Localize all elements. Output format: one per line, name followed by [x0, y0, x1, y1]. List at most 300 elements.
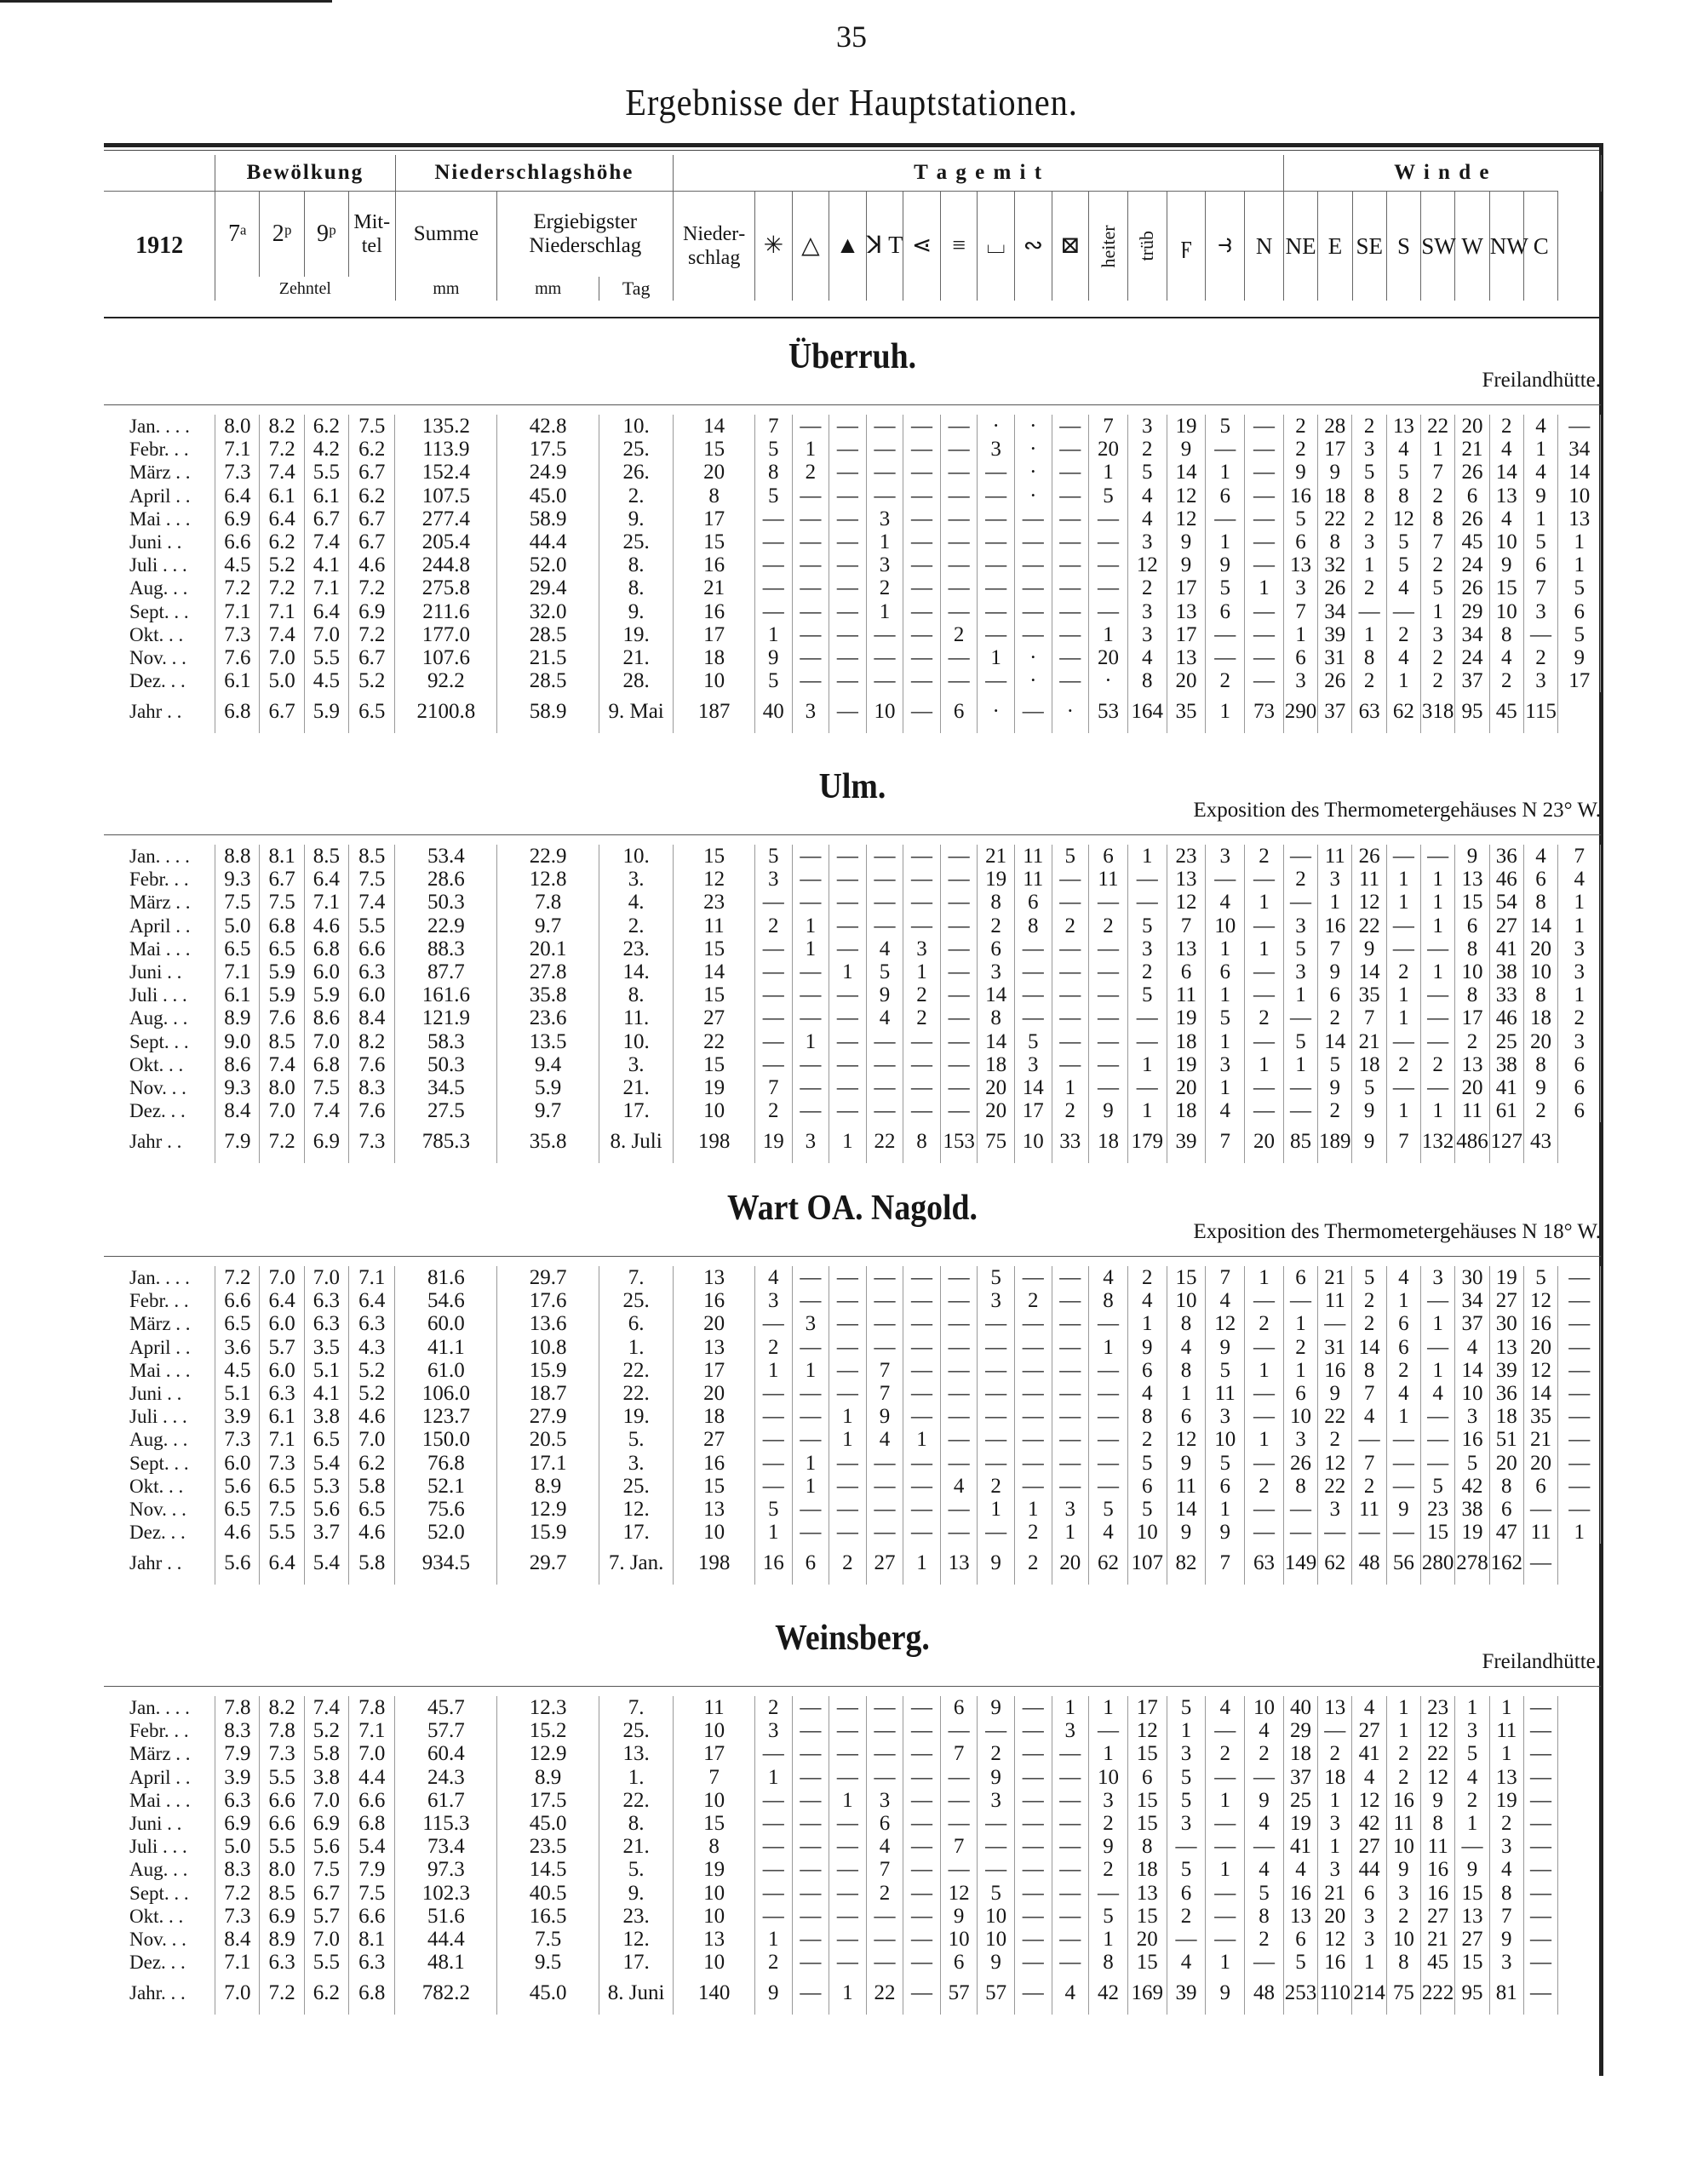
- data-cell: 5.0: [215, 1835, 260, 1858]
- data-cell: 8: [1089, 1289, 1128, 1312]
- data-cell: —: [1014, 1336, 1052, 1359]
- total-cell: 3: [792, 692, 829, 733]
- data-cell: —: [755, 1006, 793, 1029]
- data-cell: 11: [1318, 1289, 1352, 1312]
- data-cell: —: [1206, 1905, 1245, 1928]
- data-cell: —: [829, 669, 867, 692]
- data-cell: 26: [1455, 576, 1489, 599]
- data-cell: 76.8: [395, 1452, 497, 1475]
- data-cell: 92.2: [395, 669, 497, 692]
- data-cell: 3: [1352, 1928, 1386, 1951]
- data-cell: 4.6: [349, 1405, 395, 1428]
- data-cell: 17: [1127, 1696, 1167, 1719]
- data-cell: 2: [1421, 669, 1455, 692]
- total-cell: 16: [755, 1544, 793, 1585]
- data-cell: 17.: [599, 1521, 674, 1544]
- data-cell: 1: [1421, 600, 1455, 623]
- data-cell: 1: [792, 1030, 829, 1053]
- header-zehntel: Zehntel: [215, 277, 395, 301]
- data-cell: 244.8: [395, 553, 497, 576]
- data-cell: 37: [1455, 669, 1489, 692]
- total-cell: 85: [1283, 1122, 1317, 1163]
- data-cell: —: [903, 1266, 941, 1289]
- data-cell: —: [1386, 1475, 1420, 1498]
- data-cell: 38: [1489, 960, 1523, 983]
- data-cell: 45.0: [497, 484, 599, 507]
- table-row: [104, 1099, 1601, 1122]
- data-cell: 29.7: [497, 1266, 599, 1289]
- table-row: [104, 1766, 1601, 1789]
- data-cell: —: [1052, 1766, 1089, 1789]
- data-cell: 8.2: [260, 415, 304, 438]
- data-cell: —: [1052, 1742, 1089, 1765]
- table-row: [104, 1742, 1601, 1765]
- data-cell: 15: [1455, 891, 1489, 914]
- month-label: Okt. . .: [104, 1905, 215, 1928]
- data-cell: —: [792, 845, 829, 868]
- data-cell: 8: [1167, 1359, 1206, 1382]
- month-label: Aug. . .: [104, 1006, 215, 1029]
- data-cell: 5.: [599, 1428, 674, 1451]
- data-cell: —: [1206, 623, 1245, 646]
- total-cell: —: [1523, 1544, 1557, 1585]
- data-cell: 5.5: [260, 1835, 304, 1858]
- data-cell: —: [755, 937, 793, 960]
- total-cell: 63: [1352, 692, 1386, 733]
- data-cell: 10: [1455, 1382, 1489, 1405]
- data-cell: 7: [1206, 1266, 1245, 1289]
- table-row: [104, 1498, 1601, 1521]
- data-cell: 1: [1245, 1428, 1284, 1451]
- data-cell: 5.2: [304, 1719, 348, 1742]
- total-cell: 3: [792, 1122, 829, 1163]
- data-cell: —: [1245, 1289, 1284, 1312]
- data-cell: 3: [1523, 669, 1557, 692]
- data-cell: 15: [674, 937, 755, 960]
- data-cell: 13: [1167, 868, 1206, 891]
- data-cell: —: [1052, 553, 1089, 576]
- total-cell: —: [1014, 692, 1052, 733]
- data-cell: 3: [978, 438, 1015, 461]
- data-cell: —: [829, 845, 867, 868]
- data-cell: 21.5: [497, 646, 599, 669]
- data-cell: 6.3: [260, 1951, 304, 1974]
- data-cell: —: [866, 438, 903, 461]
- data-cell: —: [866, 891, 903, 914]
- data-cell: 2: [1523, 1099, 1557, 1122]
- data-cell: —: [1052, 960, 1089, 983]
- header-day-symbol: ꓘ T: [866, 192, 903, 301]
- data-cell: 2: [1089, 1858, 1128, 1881]
- month-label: April . .: [104, 484, 215, 507]
- data-cell: 14: [1167, 461, 1206, 484]
- data-cell: —: [1014, 553, 1052, 576]
- data-cell: 7.0: [349, 1428, 395, 1451]
- header-day-symbol: ≡: [940, 192, 978, 301]
- header-niederschlag-tage: Niederschlag: [674, 192, 755, 301]
- data-cell: 18: [674, 646, 755, 669]
- data-cell: 1: [1245, 1266, 1284, 1289]
- data-cell: 6.5: [349, 1498, 395, 1521]
- data-cell: 1: [1421, 960, 1455, 983]
- data-cell: 16: [1523, 1312, 1557, 1335]
- total-cell: 2: [1014, 1544, 1052, 1585]
- data-cell: 41: [1352, 1742, 1386, 1765]
- total-cell: 9: [755, 1974, 793, 2015]
- data-cell: 4.: [599, 891, 674, 914]
- data-cell: —: [792, 1405, 829, 1428]
- data-cell: 20: [674, 1382, 755, 1405]
- data-cell: —: [866, 1312, 903, 1335]
- data-cell: 6: [1283, 1266, 1317, 1289]
- data-cell: 2: [1283, 438, 1317, 461]
- data-cell: 5: [1386, 553, 1420, 576]
- data-cell: 7: [1558, 845, 1601, 868]
- data-cell: 18: [1167, 1099, 1206, 1122]
- data-cell: 9: [1318, 1076, 1352, 1099]
- data-cell: —: [829, 1076, 867, 1099]
- data-cell: —: [829, 1452, 867, 1475]
- data-cell: —: [1089, 1382, 1128, 1405]
- data-cell: 8: [674, 484, 755, 507]
- data-cell: 1: [1206, 1858, 1245, 1881]
- data-cell: —: [1014, 1742, 1052, 1765]
- data-cell: —: [829, 983, 867, 1006]
- data-cell: —: [978, 669, 1015, 692]
- data-cell: 3: [866, 507, 903, 530]
- data-cell: —: [866, 1076, 903, 1099]
- total-cell: —: [1014, 1974, 1052, 2015]
- data-cell: 16: [1318, 914, 1352, 937]
- data-cell: 6: [1455, 914, 1489, 937]
- data-cell: 1: [1245, 1359, 1284, 1382]
- data-cell: 9: [978, 1766, 1015, 1789]
- data-cell: —: [1245, 438, 1284, 461]
- data-cell: 13.6: [497, 1312, 599, 1335]
- month-label: Aug. . .: [104, 1428, 215, 1451]
- data-cell: 47: [1489, 1521, 1523, 1544]
- data-cell: 5.8: [304, 1742, 348, 1765]
- data-cell: 41: [1489, 1076, 1523, 1099]
- data-cell: —: [866, 646, 903, 669]
- data-cell: 1: [1386, 1289, 1420, 1312]
- data-cell: 5.2: [260, 553, 304, 576]
- table-row: [104, 1521, 1601, 1544]
- data-cell: —: [1245, 553, 1284, 576]
- data-cell: —: [1558, 1452, 1601, 1475]
- data-cell: 3: [1558, 960, 1601, 983]
- data-cell: 3: [1014, 1053, 1052, 1076]
- data-cell: —: [792, 1835, 829, 1858]
- data-cell: 23: [674, 891, 755, 914]
- data-cell: 22.: [599, 1359, 674, 1382]
- total-cell: 29.7: [497, 1544, 599, 1585]
- data-cell: 50.3: [395, 891, 497, 914]
- data-cell: 6.5: [215, 1312, 260, 1335]
- data-cell: 1: [1127, 1053, 1167, 1076]
- data-cell: 6: [1455, 484, 1489, 507]
- data-cell: ·: [1014, 438, 1052, 461]
- data-cell: 2: [940, 623, 978, 646]
- data-cell: 9: [1558, 646, 1601, 669]
- data-cell: 13: [1167, 937, 1206, 960]
- station-rule: [104, 834, 1601, 835]
- data-cell: 7.0: [304, 1030, 348, 1053]
- data-cell: 5.: [599, 1858, 674, 1881]
- data-cell: 7.5: [215, 891, 260, 914]
- month-label: April . .: [104, 914, 215, 937]
- data-cell: —: [829, 1882, 867, 1905]
- data-cell: —: [1558, 1266, 1601, 1289]
- data-cell: 11: [1523, 1521, 1557, 1544]
- data-cell: 5: [755, 845, 793, 868]
- total-cell: 6.8: [349, 1974, 395, 2015]
- data-cell: 3: [1523, 600, 1557, 623]
- header-day-symbol: trüb: [1127, 192, 1167, 301]
- data-cell: 12: [1523, 1289, 1557, 1312]
- data-cell: —: [978, 461, 1015, 484]
- data-cell: 3: [1283, 576, 1317, 599]
- data-cell: 12: [1352, 891, 1386, 914]
- data-cell: 2: [1352, 415, 1386, 438]
- data-cell: 19: [1455, 1521, 1489, 1544]
- data-cell: —: [1245, 1766, 1284, 1789]
- data-cell: 27: [1489, 1289, 1523, 1312]
- data-cell: 1: [1206, 1498, 1245, 1521]
- data-cell: 7.5: [349, 415, 395, 438]
- data-cell: 2: [755, 914, 793, 937]
- data-cell: —: [866, 1521, 903, 1544]
- month-label: Juni . .: [104, 960, 215, 983]
- data-cell: 1: [1421, 891, 1455, 914]
- table-row: [104, 1336, 1601, 1359]
- data-cell: 13: [1283, 553, 1317, 576]
- header-day-symbol: ⥽: [1206, 192, 1245, 301]
- data-cell: 3: [1052, 1498, 1089, 1521]
- data-cell: —: [903, 891, 941, 914]
- data-cell: —: [1052, 646, 1089, 669]
- data-cell: —: [792, 1053, 829, 1076]
- data-cell: 7.1: [304, 576, 348, 599]
- data-cell: —: [1052, 484, 1089, 507]
- month-label: Sept. . .: [104, 1452, 215, 1475]
- data-cell: 45: [1421, 1951, 1455, 1974]
- data-cell: 10: [1206, 914, 1245, 937]
- data-cell: 18: [1352, 1053, 1386, 1076]
- header-summe-unit: mm: [395, 277, 497, 301]
- data-cell: 9: [1167, 438, 1206, 461]
- data-cell: 5: [978, 1882, 1015, 1905]
- data-cell: 277.4: [395, 507, 497, 530]
- data-cell: 16: [674, 1289, 755, 1312]
- data-cell: 25: [1489, 1030, 1523, 1053]
- data-cell: 1: [1352, 553, 1386, 576]
- data-cell: 12: [940, 1882, 978, 1905]
- data-cell: 1: [755, 1928, 793, 1951]
- data-cell: 8.9: [497, 1475, 599, 1498]
- data-cell: —: [866, 1289, 903, 1312]
- data-cell: 5.8: [349, 1475, 395, 1498]
- data-cell: 6.1: [304, 484, 348, 507]
- data-cell: 7.4: [260, 623, 304, 646]
- data-cell: —: [940, 1382, 978, 1405]
- data-cell: —: [1052, 576, 1089, 599]
- data-cell: 8: [1245, 1905, 1284, 1928]
- data-cell: 4.1: [304, 1382, 348, 1405]
- data-cell: —: [866, 1905, 903, 1928]
- data-cell: 9: [1089, 1835, 1128, 1858]
- data-cell: —: [1558, 415, 1601, 438]
- data-cell: 5.4: [304, 1452, 348, 1475]
- data-cell: —: [978, 1336, 1015, 1359]
- data-cell: 3: [755, 1289, 793, 1312]
- data-cell: —: [978, 576, 1015, 599]
- month-label: Febr. . .: [104, 438, 215, 461]
- data-cell: —: [978, 1452, 1015, 1475]
- data-cell: —: [792, 1742, 829, 1765]
- month-label: April . .: [104, 1336, 215, 1359]
- data-cell: 3.6: [215, 1336, 260, 1359]
- data-cell: 6.9: [215, 507, 260, 530]
- data-cell: 34: [1455, 623, 1489, 646]
- total-cell: 1: [829, 1974, 867, 2015]
- data-cell: —: [1014, 1905, 1052, 1928]
- data-cell: 5.6: [304, 1498, 348, 1521]
- data-cell: 28: [1318, 415, 1352, 438]
- data-cell: 5: [1089, 1498, 1128, 1521]
- data-cell: 4: [1127, 484, 1167, 507]
- data-cell: 51: [1489, 1428, 1523, 1451]
- data-cell: 6.2: [349, 1452, 395, 1475]
- table-row: [104, 1835, 1601, 1858]
- header-day-symbol: heiter: [1089, 192, 1128, 301]
- data-cell: 4: [1206, 891, 1245, 914]
- total-cell: 9: [1206, 1974, 1245, 2015]
- data-cell: 54: [1489, 891, 1523, 914]
- data-cell: 3: [866, 1789, 903, 1812]
- data-cell: 107.5: [395, 484, 497, 507]
- data-cell: 5: [1352, 1076, 1386, 1099]
- data-cell: 3: [1352, 438, 1386, 461]
- data-cell: 18: [1523, 1006, 1557, 1029]
- data-cell: 2: [1318, 1099, 1352, 1122]
- data-cell: 5.9: [260, 983, 304, 1006]
- data-cell: —: [1558, 1289, 1601, 1312]
- data-cell: —: [978, 1719, 1015, 1742]
- data-cell: 7.3: [215, 1905, 260, 1928]
- data-cell: 23: [1167, 845, 1206, 868]
- header-day-symbol: ⌴: [978, 192, 1015, 301]
- month-label: April . .: [104, 1766, 215, 1789]
- data-cell: 11: [1089, 868, 1128, 891]
- data-cell: —: [1283, 891, 1317, 914]
- data-cell: 1: [1421, 1312, 1455, 1335]
- data-cell: 3: [978, 960, 1015, 983]
- data-cell: 2: [1127, 1266, 1167, 1289]
- data-cell: —: [755, 1405, 793, 1428]
- data-cell: —: [1052, 461, 1089, 484]
- data-cell: 7: [674, 1766, 755, 1789]
- data-cell: ·: [1014, 415, 1052, 438]
- year-total-row: [104, 1122, 1601, 1163]
- data-cell: 30: [1489, 1312, 1523, 1335]
- data-cell: 1: [1206, 1030, 1245, 1053]
- data-cell: 15: [674, 845, 755, 868]
- data-cell: 37: [1283, 1766, 1317, 1789]
- header-bottom-rule: [104, 317, 1601, 318]
- data-cell: 26: [1455, 461, 1489, 484]
- data-cell: 8.2: [260, 1696, 304, 1719]
- data-cell: —: [1245, 507, 1284, 530]
- data-cell: —: [829, 1498, 867, 1521]
- data-cell: 4: [1127, 507, 1167, 530]
- data-cell: 4: [866, 1835, 903, 1858]
- data-cell: 2: [1386, 623, 1420, 646]
- total-cell: 57: [978, 1974, 1015, 2015]
- data-cell: 7: [866, 1359, 903, 1382]
- data-cell: 39: [1318, 623, 1352, 646]
- data-cell: 31: [1318, 1336, 1352, 1359]
- total-cell: 6.5: [349, 692, 395, 733]
- total-cell: 75: [1386, 1974, 1420, 2015]
- data-cell: 8.1: [260, 845, 304, 868]
- data-cell: —: [1283, 1099, 1317, 1122]
- data-cell: —: [1245, 1835, 1284, 1858]
- data-cell: —: [1206, 1766, 1245, 1789]
- data-cell: —: [792, 623, 829, 646]
- data-cell: ·: [1014, 461, 1052, 484]
- data-cell: 27: [1489, 914, 1523, 937]
- data-cell: —: [903, 1951, 941, 1974]
- data-cell: —: [866, 1475, 903, 1498]
- data-cell: 6: [1167, 1405, 1206, 1428]
- data-cell: 5: [1283, 1030, 1317, 1053]
- data-cell: 1: [792, 438, 829, 461]
- data-cell: 2: [1352, 576, 1386, 599]
- data-cell: 9: [1089, 1099, 1128, 1122]
- total-cell: 1: [1206, 692, 1245, 733]
- data-cell: 25.: [599, 438, 674, 461]
- data-cell: 60.4: [395, 1742, 497, 1765]
- data-cell: 2: [1386, 1905, 1420, 1928]
- data-cell: 1: [792, 914, 829, 937]
- data-cell: 13: [1558, 507, 1601, 530]
- data-cell: —: [1245, 415, 1284, 438]
- data-cell: 8: [1386, 1951, 1420, 1974]
- total-cell: 4: [1052, 1974, 1089, 2015]
- table-row: [104, 845, 1601, 868]
- data-cell: 4: [1127, 1289, 1167, 1312]
- data-cell: 5: [1167, 1858, 1206, 1881]
- data-cell: 5: [1127, 461, 1167, 484]
- data-cell: 18: [978, 1053, 1015, 1076]
- data-cell: 7.2: [349, 623, 395, 646]
- data-cell: 9.: [599, 600, 674, 623]
- data-cell: —: [903, 1858, 941, 1881]
- data-cell: —: [1052, 1266, 1089, 1289]
- data-cell: 6.9: [215, 1812, 260, 1835]
- data-cell: 6.0: [260, 1312, 304, 1335]
- data-cell: 3: [1421, 1266, 1455, 1289]
- data-cell: 4.2: [304, 438, 348, 461]
- data-cell: 5: [1206, 1452, 1245, 1475]
- data-cell: 5: [1352, 461, 1386, 484]
- data-cell: 45.0: [497, 1812, 599, 1835]
- total-cell: 48: [1352, 1544, 1386, 1585]
- month-label: Dez. . .: [104, 669, 215, 692]
- data-cell: —: [866, 415, 903, 438]
- data-cell: 2: [1318, 1428, 1352, 1451]
